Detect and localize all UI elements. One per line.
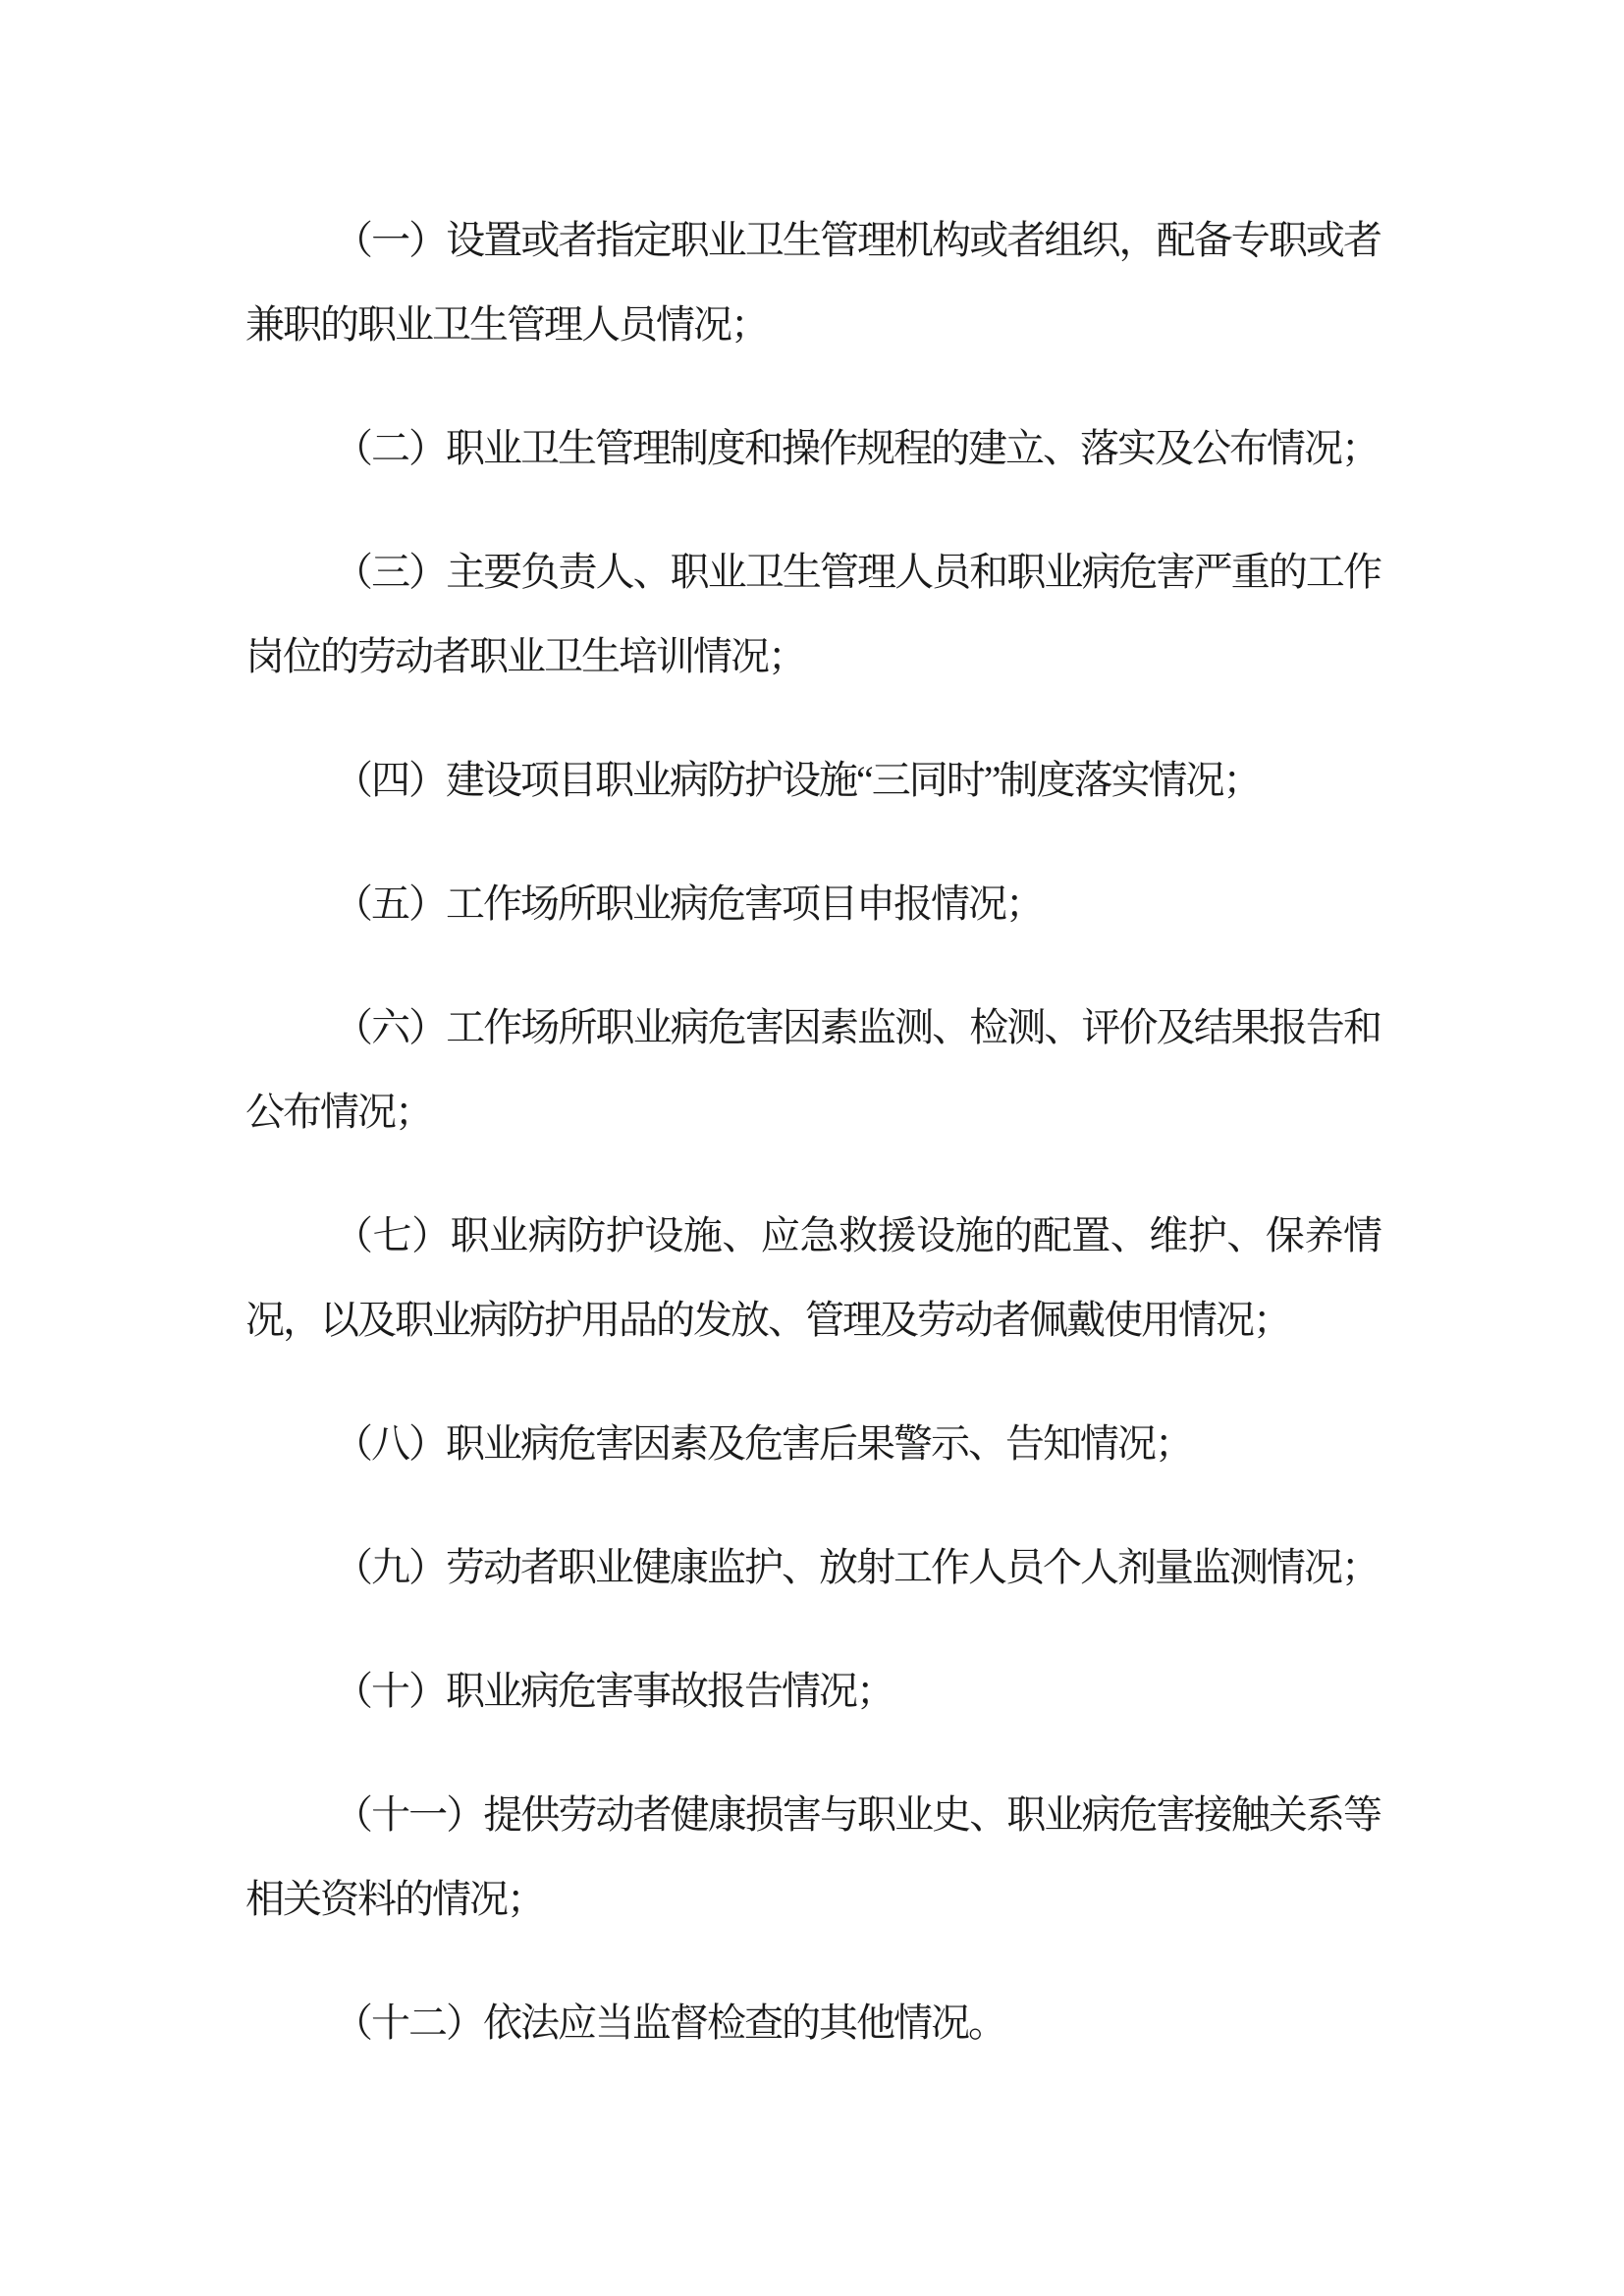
list-item-5: （五）工作场所职业病危害项目申报情况； xyxy=(334,881,1043,926)
list-item-10: （十）职业病危害事故报告情况； xyxy=(334,1669,893,1713)
list-item-8: （八）职业病危害因素及危害后果警示、告知情况； xyxy=(334,1421,1192,1466)
list-item-11: （十一）提供劳动者健康损害与职业史、职业病危害接触关系等相关资料的情况； xyxy=(245,1792,1380,1921)
list-item-7: （七）职业病防护设施、应急救援设施的配置、维护、保养情况，以及职业病防护用品的发放、管理及劳动者佩戴使用情况； xyxy=(245,1213,1380,1342)
list-item-3: （三）主要负责人、职业卫生管理人员和职业病危害严重的工作岗位的劳动者职业卫生培训情况； xyxy=(245,550,1380,678)
list-item-9: （九）劳动者职业健康监护、放射工作人员个人剂量监测情况； xyxy=(334,1545,1379,1589)
list-item-6: （六）工作场所职业病危害因素监测、检测、评价及结果报告和公布情况； xyxy=(245,1005,1380,1134)
list-item-4: （四）建设项目职业病防护设施“三同时”制度落实情况； xyxy=(334,758,1261,802)
list-item-12: （十二）依法应当监督检查的其他情况。 xyxy=(334,2001,1005,2045)
list-item-2: （二）职业卫生管理制度和操作规程的建立、落实及公布情况； xyxy=(334,426,1379,470)
list-item-1: （一）设置或者指定职业卫生管理机构或者组织，配备专职或者兼职的职业卫生管理人员情况； xyxy=(245,218,1380,347)
